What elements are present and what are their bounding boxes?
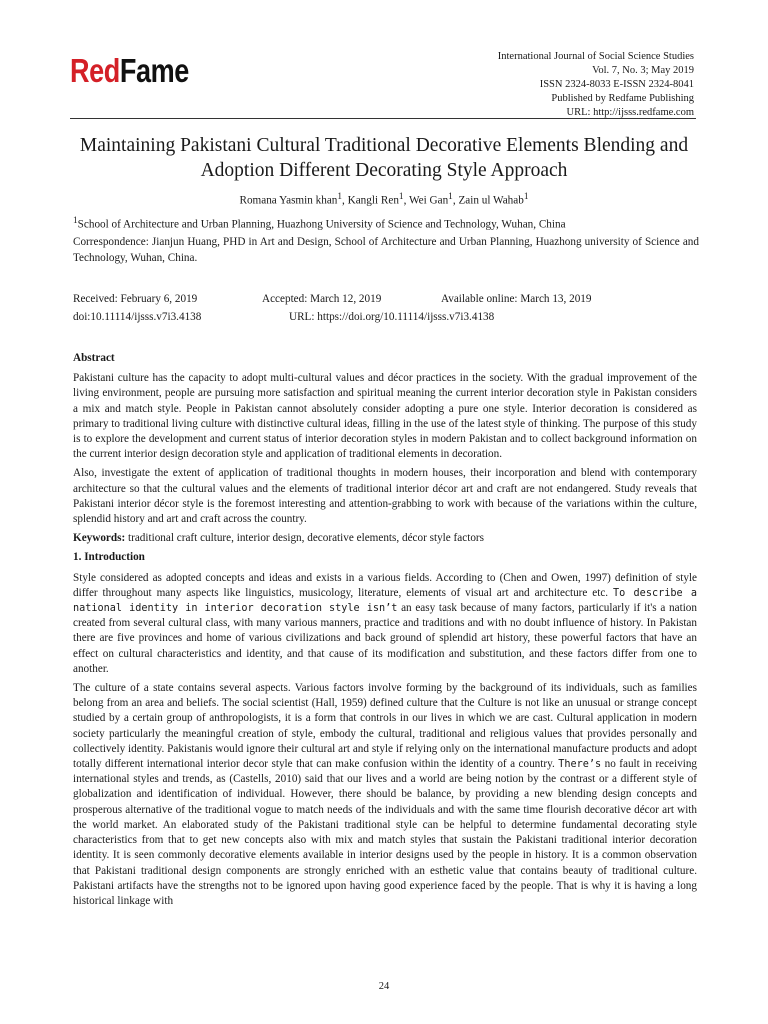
correspondence: Correspondence: Jianjun Huang, PHD in Art and Design, School of Architecture and Urban Planning, Huazhong university of Science and Technology, Wuhan, China. <box>73 236 699 264</box>
page-number: 24 <box>378 981 390 992</box>
journal-issn: ISSN 2324-8033 E-ISSN 2324-8041 <box>539 79 694 90</box>
author-affil-sup: 1 <box>523 192 529 202</box>
author-affil-sup: 1 <box>398 192 404 202</box>
intro-paragraph-1 <box>73 571 697 677</box>
author-affil-sup: 1 <box>337 192 343 202</box>
affiliation <box>73 213 699 233</box>
abstract-paragraph-2: Also, investigate the extent of application of traditional thoughts in modern houses, their incorporation and blend with contemporary architecture so that the cultural values and the elements of traditional interior décor art and craft are not endangered. Study reveals that Pakistani interior décor style is the foremost interesting and attention-grabbing to work with because of the variations within the culture, splendid history and art and craft across the country. <box>73 467 697 526</box>
author-list: Romana Yasmin khan$^1$, Kangli Ren$^1$, Wei Gan$^1$, Zain ul Wahab$^1$ <box>239 192 529 207</box>
doi[interactable]: doi:10.11114/ijsss.v7i3.4138 <box>73 311 202 323</box>
intro-p1-mono: To describe a national identity in interior decoration style isn’t <box>73 587 698 615</box>
accepted-date: Accepted: March 12, 2019 <box>262 293 382 305</box>
abstract-heading: Abstract <box>73 352 115 364</box>
online-date: Available online: March 13, 2019 <box>441 293 592 305</box>
received-date: Received: February 6, 2019 <box>73 293 198 305</box>
intro-p2-text-b: no fault in receiving international styles and trends, as (Castells, 2010) said that our lives and a world are being notion by the contrast or a different style of globalization and identification of individual. However, there should be balance, by providing a new blending design concepts and prosperous alternative of the traditional vogue to match needs of the individuals and with the same time flourish decorative décor art with the world market. An elaborated study of the Pakistani traditional style can be helpful to determine fundamental decorating style characteristics from that to get new concepts also with mix and match styles that sustain the Pakistani traditional interior decoration identity. It is seen commonly decorative elements available in interior designs used by the people in history. It is a common observation that Pakistani traditional design components are strongly enriched with an esthetic value that contains beauty of traditional culture. Pakistani artifacts have the strengths not to be ignored upon having good experience faced by the people. That is why it is having a long historical linkage with <box>73 758 698 907</box>
article-title: Maintaining Pakistani Cultural Traditional Decorative Elements Blending and Adoption Different Decorating Style Approach <box>79 135 689 181</box>
author-affil-sup: 1 <box>448 192 453 202</box>
journal-name: International Journal of Social Science Studies <box>497 51 694 62</box>
affiliation-sup: 1 <box>73 216 78 226</box>
affiliation-text: School of Architecture and Urban Planning, Huazhong University of Science and Technology, Wuhan, China <box>77 218 566 231</box>
intro-p1-text-a: Style considered as adopted concepts and ideas and exists in a various fields. According to (Chen and Owen, 1997) definition of style differ throughout many aspects like linguistics, musicology, literature, elements of visual art and architecture etc. <box>73 571 697 599</box>
author-name: Zain ul Wahab <box>458 194 524 207</box>
logo-black-text: Fame <box>119 52 189 89</box>
doi-url[interactable]: URL: https://doi.org/10.11114/ijsss.v7i3.4138 <box>289 311 495 323</box>
abstract-paragraph-1: Pakistani culture has the capacity to adopt multi-cultural values and décor practices in the society. With the gradual improvement of the living environment, people are pursuing more satisfaction and spiritual meaning the current interior decoration style in Pakistan considers a mix and match style. People in Pakistan cannot absolutely consider adopting a pure one style. Interior decoration is considered as primary to traditional living culture with distinctive cultural ideas, filling in the use of the latest style of thinking. The purpose of this study is to explore the development and current status of interior decoration styles in modern Pakistan and to collect background information on the current interior design decoration style and application of traditional elements in decoration. <box>73 372 697 461</box>
publication-dates <box>73 290 699 326</box>
introduction-heading: 1. Introduction <box>73 551 145 564</box>
article-body <box>73 351 697 913</box>
redfame-logo[interactable] <box>70 52 189 90</box>
keywords-text: traditional craft culture, interior design, decorative elements, décor style factors <box>125 532 484 545</box>
intro-p1-text-b: an easy task because of many factors, particularly if it's a nation created from several cultural class, with many various manners, practice and traditions and with no doubt influence of history. In Pakistan there are five provinces and home of various civilizations and back ground of splendid art history, these powerful factors that have an effect on cultural characteristics and identity, and that cause of its modification and substitution, and these factors differ from one to another. <box>73 602 697 675</box>
keywords <box>73 531 697 546</box>
keywords-label: Keywords: <box>73 532 126 545</box>
logo-red-text: Red <box>70 52 120 89</box>
intro-p2-mono: There’s <box>558 759 602 771</box>
header-divider <box>70 118 696 119</box>
journal-volume: Vol. 7, No. 3; May 2019 <box>592 65 694 76</box>
journal-info <box>394 50 694 120</box>
intro-p2-text-a: The culture of a state contains several aspects. Various factors involve forming by the background of its individuals, such as families belong from an area and beliefs. The social scientist (Hall, 1959) defined culture that the Culture is not like an unusual or strange concept studied by a certain group of anthropologists, it is a form that controls in our lives in which we are cast. Cultural application in modern society particularly the meaningful creation of style, embody the cultural, traditional and religious values that provides personally and collectively identity. Pakistanis would ignore their cultural art and style if relying only on the international manufacture products and adopt totally different international interior decor style that can make confusion within the identity of a country. <box>73 682 697 771</box>
author-name: Wei Gan <box>409 194 449 207</box>
intro-paragraph-2 <box>73 681 697 909</box>
journal-publisher: Published by Redfame Publishing <box>551 93 694 104</box>
author-name: Kangli Ren <box>347 194 399 207</box>
journal-url[interactable]: URL: http://ijsss.redfame.com <box>566 107 694 118</box>
author-name: Romana Yasmin khan <box>239 194 338 207</box>
